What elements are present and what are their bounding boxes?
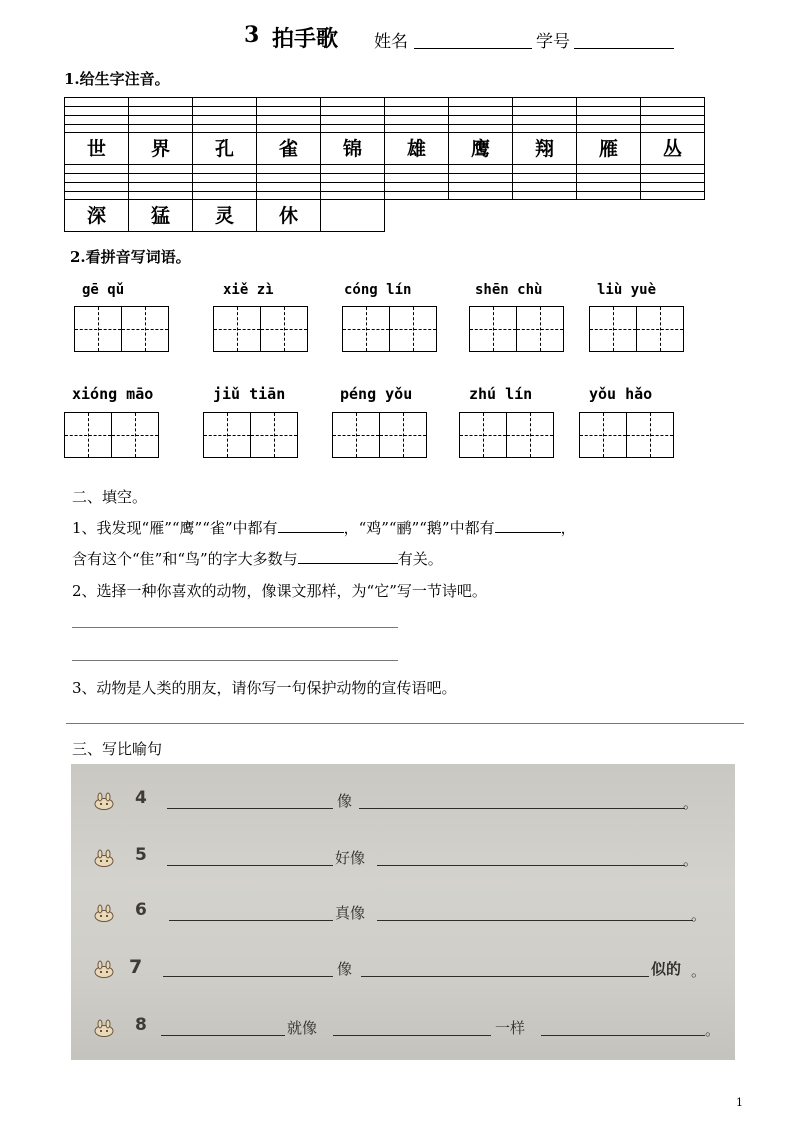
simile-blank[interactable] (359, 808, 685, 809)
simile-row-4 (71, 786, 735, 816)
period: 。 (683, 851, 699, 869)
pinyin-cell[interactable] (128, 164, 193, 200)
pinyin-row-2 (64, 164, 704, 200)
char-cell: 雁 (576, 132, 641, 165)
word-pinyin: gē qǔ (82, 282, 125, 298)
textbook-photo (71, 764, 735, 1060)
simile-word: 就像 (287, 1019, 318, 1037)
tianzige-box[interactable] (121, 306, 169, 352)
title-row (0, 22, 794, 54)
name-field[interactable] (414, 48, 532, 49)
pinyin-cell[interactable] (384, 97, 449, 133)
char-row-1 (64, 132, 704, 165)
question-2: 2、选择一种你喜欢的动物，像课文那样，为“它”写一节诗吧。 (72, 582, 487, 600)
tianzige-box[interactable] (64, 412, 112, 458)
simile-row-6 (71, 898, 735, 928)
pinyin-cell[interactable] (320, 97, 385, 133)
tianzige-box[interactable] (260, 306, 308, 352)
bunny-icon (93, 904, 115, 922)
lesson-title: 拍手歌 (272, 26, 339, 52)
pinyin-cell[interactable] (576, 97, 641, 133)
word-pinyin: péng yǒu (340, 385, 413, 403)
char-cell: 雄 (384, 132, 449, 165)
q1-blank-2[interactable] (495, 518, 561, 533)
question-1-line-2 (72, 548, 443, 569)
q1-blank-1[interactable] (278, 518, 344, 533)
simile-blank[interactable] (541, 1035, 705, 1036)
simile-blank[interactable] (361, 976, 649, 977)
char-cell: 灵 (192, 199, 257, 232)
word-pinyin: xióng māo (72, 385, 154, 403)
item-number: 6 (135, 900, 147, 920)
simile-word: 真像 (335, 904, 366, 922)
tianzige-box[interactable] (579, 412, 627, 458)
char-cell: 孔 (192, 132, 257, 165)
item-number: 7 (129, 956, 143, 978)
pinyin-cell[interactable] (192, 164, 257, 200)
word-pinyin: jiǔ tiān (213, 385, 286, 403)
word-pinyin: shēn chù (475, 282, 543, 298)
char-cell: 丛 (640, 132, 705, 165)
tianzige-box[interactable] (506, 412, 554, 458)
fill-section-title: 二、填空。 (72, 488, 148, 506)
section2-title: 2.看拼音写词语。 (70, 248, 191, 266)
bunny-icon (93, 792, 115, 810)
section1-title: 1.给生字注音。 (64, 70, 170, 88)
simile-blank[interactable] (163, 976, 333, 977)
char-cell: 鹰 (448, 132, 513, 165)
simile-blank[interactable] (377, 865, 685, 866)
pinyin-cell[interactable] (64, 164, 129, 200)
simile-word: 似的 (651, 960, 682, 978)
simile-word: 好像 (335, 849, 366, 867)
pinyin-cell[interactable] (576, 164, 641, 200)
period: 。 (691, 906, 707, 924)
q1-line2-text-b: 有关。 (397, 550, 443, 568)
bunny-icon (93, 1019, 115, 1037)
simile-row-8 (71, 1013, 735, 1043)
q3-answer-line[interactable] (66, 723, 744, 724)
char-cell: 锦 (320, 132, 385, 165)
lesson-number: 3 (244, 22, 260, 48)
pinyin-cell[interactable] (512, 164, 577, 200)
period: 。 (705, 1021, 721, 1039)
char-cell: 深 (64, 199, 129, 232)
question-1-line-1 (72, 517, 576, 538)
pinyin-cell[interactable] (128, 97, 193, 133)
page-number: 1 (736, 1096, 743, 1109)
tianzige-box[interactable] (74, 306, 122, 352)
q1-text-c: ， (560, 519, 576, 537)
tianzige-box[interactable] (250, 412, 298, 458)
tianzige-box[interactable] (111, 412, 159, 458)
pinyin-row-1 (64, 97, 704, 133)
tianzige-box[interactable] (516, 306, 564, 352)
pinyin-cell[interactable] (640, 164, 705, 200)
simile-blank[interactable] (167, 865, 333, 866)
q1-text-a: 1、我发现“雁”“鹰”“雀”中都有 (72, 519, 278, 537)
tianzige-box[interactable] (203, 412, 251, 458)
simile-blank[interactable] (167, 808, 333, 809)
tianzige-box[interactable] (626, 412, 674, 458)
simile-blank[interactable] (333, 1035, 491, 1036)
question-3: 3、动物是人类的朋友，请你写一句保护动物的宣传语吧。 (72, 679, 457, 697)
q1-blank-3[interactable] (298, 549, 398, 564)
simile-word: 像 (337, 960, 353, 978)
simile-blank[interactable] (169, 920, 333, 921)
q2-answer-line-2[interactable] (72, 660, 398, 661)
simile-row-5 (71, 843, 735, 873)
simile-blank[interactable] (161, 1035, 285, 1036)
char-cell: 雀 (256, 132, 321, 165)
pinyin-cell[interactable] (640, 97, 705, 133)
simile-word: 像 (337, 792, 353, 810)
char-cell: 界 (128, 132, 193, 165)
char-cell (320, 199, 385, 232)
period: 。 (683, 794, 699, 812)
pinyin-cell[interactable] (384, 164, 449, 200)
simile-row-7 (71, 954, 735, 984)
tianzige-box[interactable] (636, 306, 684, 352)
tianzige-box[interactable] (332, 412, 380, 458)
q1-text-b: ，“鸡”“鹂”“鹅”中都有 (343, 519, 495, 537)
tianzige-box[interactable] (389, 306, 437, 352)
period: 。 (691, 962, 707, 980)
pinyin-cell[interactable] (192, 97, 257, 133)
pinyin-cell[interactable] (256, 97, 321, 133)
q1-line2-text-a: 含有这个“隹”和“鸟”的字大多数与 (72, 550, 298, 568)
item-number: 4 (135, 788, 147, 808)
q2-answer-line-1[interactable] (72, 627, 398, 628)
char-row-2 (64, 199, 384, 232)
word-pinyin: cóng lín (344, 282, 412, 298)
pinyin-cell[interactable] (64, 97, 129, 133)
pinyin-cell[interactable] (512, 97, 577, 133)
word-pinyin: yǒu hǎo (589, 385, 653, 403)
item-number: 5 (135, 845, 147, 865)
tianzige-box[interactable] (469, 306, 517, 352)
char-cell: 猛 (128, 199, 193, 232)
pinyin-cell[interactable] (256, 164, 321, 200)
pinyin-cell[interactable] (448, 97, 513, 133)
bunny-icon (93, 849, 115, 867)
pinyin-cell[interactable] (320, 164, 385, 200)
char-cell: 翔 (512, 132, 577, 165)
word-pinyin: liù yuè (597, 282, 657, 298)
tianzige-box[interactable] (213, 306, 261, 352)
student-id-label: 学号 (536, 32, 570, 52)
student-id-field[interactable] (574, 48, 674, 49)
bunny-icon (93, 960, 115, 978)
tianzige-box[interactable] (589, 306, 637, 352)
pinyin-cell[interactable] (448, 164, 513, 200)
simile-blank[interactable] (377, 920, 693, 921)
word-pinyin: xiě zì (223, 282, 274, 298)
tianzige-box[interactable] (342, 306, 390, 352)
simile-section-title: 三、写比喻句 (72, 740, 163, 758)
tianzige-box[interactable] (459, 412, 507, 458)
item-number: 8 (135, 1015, 147, 1035)
word-pinyin: zhú lín (469, 385, 533, 403)
tianzige-box[interactable] (379, 412, 427, 458)
char-cell: 休 (256, 199, 321, 232)
simile-word: 一样 (495, 1019, 526, 1037)
char-cell: 世 (64, 132, 129, 165)
name-label: 姓名 (374, 32, 408, 52)
